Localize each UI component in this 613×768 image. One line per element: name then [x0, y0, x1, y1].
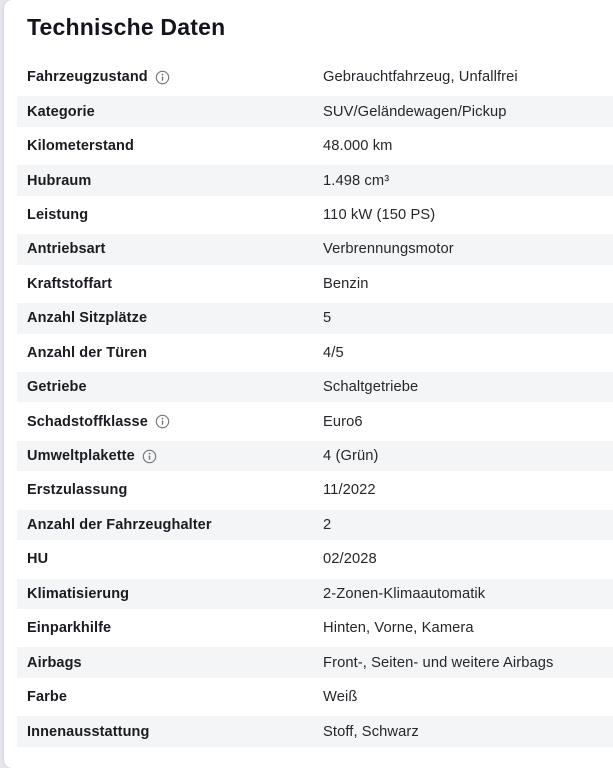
row-label: Kilometerstand — [27, 138, 134, 155]
row-label-cell — [17, 586, 323, 602]
info-icon[interactable] — [155, 70, 170, 85]
row-label: Leistung — [27, 206, 89, 223]
row-value: Front-, Seiten- und weitere Airbags — [323, 654, 554, 671]
row-value: Schaltgetriebe — [323, 379, 419, 396]
row-value: Weiß — [323, 689, 358, 706]
row-label-cell — [17, 173, 323, 189]
row-label: Kraftstoffart — [27, 275, 113, 292]
table-row — [17, 577, 613, 611]
row-label: Anzahl der Türen — [27, 344, 148, 361]
row-label-cell — [17, 517, 323, 533]
row-label-cell — [17, 104, 323, 120]
row-label: Anzahl der Fahrzeughalter — [27, 516, 212, 533]
row-label: Farbe — [27, 689, 67, 706]
row-value: 48.000 km — [323, 138, 393, 155]
page-title: Technische Daten — [27, 14, 226, 40]
row-label: Getriebe — [27, 379, 87, 396]
row-label-cell — [17, 241, 323, 257]
row-label-cell — [17, 414, 323, 430]
row-label-cell — [17, 551, 323, 567]
table-row — [17, 473, 613, 507]
row-label-cell — [17, 724, 323, 740]
table-row — [17, 232, 613, 266]
table-row — [17, 94, 613, 128]
row-label: Schadstoffklasse — [27, 413, 148, 430]
row-value: 2 — [323, 516, 332, 533]
row-label: Innenausstattung — [27, 723, 150, 740]
row-label-cell — [17, 379, 323, 395]
table-row — [17, 542, 613, 576]
table-row — [17, 370, 613, 404]
row-label: Hubraum — [27, 172, 92, 189]
row-value: 1.498 cm³ — [323, 172, 390, 189]
row-value: Euro6 — [323, 413, 363, 430]
row-label: Klimatisierung — [27, 585, 130, 602]
row-label-cell — [17, 689, 323, 705]
row-label-cell — [17, 620, 323, 636]
row-label-cell — [17, 310, 323, 326]
info-icon[interactable] — [155, 414, 170, 429]
row-label: Fahrzeugzustand — [27, 69, 148, 86]
table-row — [17, 163, 613, 197]
row-label: Kategorie — [27, 103, 95, 120]
row-label-cell — [17, 138, 323, 154]
table-row — [17, 336, 613, 370]
row-value: 11/2022 — [323, 482, 376, 499]
table-row — [17, 645, 613, 679]
row-value: Stoff, Schwarz — [323, 723, 419, 740]
table-row — [17, 60, 613, 94]
technical-data-card — [4, 0, 613, 768]
info-icon[interactable] — [142, 449, 157, 464]
row-label-cell — [17, 448, 323, 464]
row-label-cell — [17, 69, 323, 85]
row-value: Hinten, Vorne, Kamera — [323, 620, 474, 637]
row-label: Umweltplakette — [27, 448, 135, 465]
row-value: Benzin — [323, 275, 369, 292]
row-value: 5 — [323, 310, 332, 327]
row-label-cell — [17, 276, 323, 292]
row-value: 4 (Grün) — [323, 448, 379, 465]
row-value: Verbrennungsmotor — [323, 241, 454, 258]
table-row — [17, 611, 613, 645]
row-label-cell — [17, 207, 323, 223]
row-label-cell — [17, 655, 323, 671]
row-value: 110 kW (150 PS) — [323, 206, 436, 223]
row-label: Anzahl Sitzplätze — [27, 310, 148, 327]
row-value: 02/2028 — [323, 551, 377, 568]
row-value: Gebrauchtfahrzeug, Unfallfrei — [323, 69, 518, 86]
row-label: Airbags — [27, 654, 82, 671]
row-label-cell — [17, 345, 323, 361]
table-row — [17, 404, 613, 438]
row-value: 2-Zonen-Klimaautomatik — [323, 585, 486, 602]
table-row — [17, 680, 613, 714]
row-value: 4/5 — [323, 344, 344, 361]
table-row — [17, 439, 613, 473]
row-value: SUV/Geländewagen/Pickup — [323, 103, 507, 120]
table-row — [17, 714, 613, 748]
row-label: HU — [27, 551, 49, 568]
table-row — [17, 198, 613, 232]
table-row — [17, 129, 613, 163]
table-row — [17, 267, 613, 301]
row-label: Antriebsart — [27, 241, 106, 258]
row-label-cell — [17, 482, 323, 498]
table-row — [17, 301, 613, 335]
table-row — [17, 508, 613, 542]
row-label: Einparkhilfe — [27, 620, 112, 637]
row-label: Erstzulassung — [27, 482, 128, 499]
spec-table — [17, 60, 613, 749]
